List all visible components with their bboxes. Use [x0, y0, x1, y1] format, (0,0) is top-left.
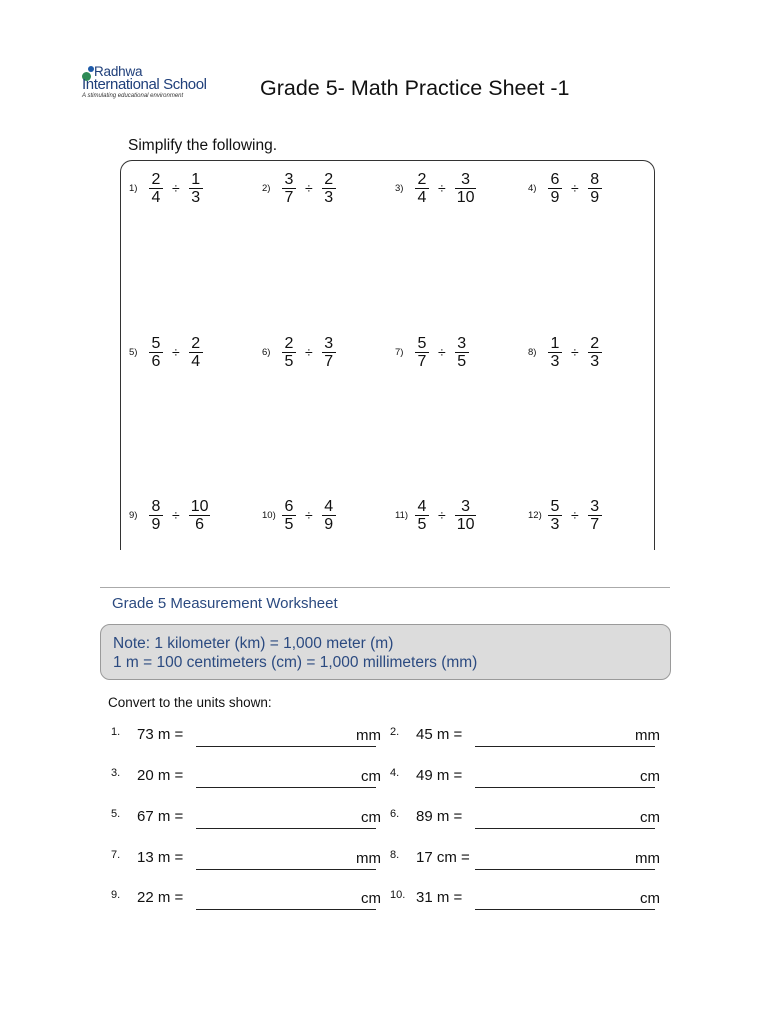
- target-unit: cm: [361, 809, 381, 826]
- problem-number: 6): [262, 346, 271, 358]
- divide-sign: ÷: [438, 507, 446, 523]
- problem-number: 11): [395, 509, 409, 521]
- numerator: 6: [284, 497, 294, 515]
- problem-item: [395, 168, 476, 208]
- divide-sign: ÷: [172, 344, 180, 360]
- fraction: [548, 498, 562, 533]
- target-unit: cm: [361, 890, 381, 907]
- fraction: [189, 498, 211, 533]
- numerator: 3: [284, 170, 294, 188]
- numerator: 3: [461, 170, 471, 188]
- logo-tagline: A stimulating educational environment: [82, 93, 184, 99]
- numerator: 4: [417, 497, 427, 515]
- divide-sign: ÷: [571, 344, 579, 360]
- numerator: 3: [461, 497, 471, 515]
- note-line-2: 1 m = 100 centimeters (cm) = 1,000 millimeters (mm): [113, 654, 478, 671]
- denominator: 10: [456, 188, 475, 206]
- conversion-number: 4.: [390, 767, 400, 779]
- problem-item: [129, 495, 210, 535]
- denominator: 9: [324, 515, 334, 533]
- denominator: 6: [151, 352, 161, 370]
- numerator: 3: [457, 334, 467, 352]
- conversion-item: [111, 767, 381, 789]
- problem-item: [129, 168, 203, 208]
- numerator: 1: [550, 334, 560, 352]
- denominator: 3: [590, 352, 600, 370]
- divide-sign: ÷: [172, 180, 180, 196]
- answer-blank[interactable]: [475, 746, 655, 747]
- logo-name-line1: Radhwa: [94, 64, 143, 79]
- target-unit: mm: [356, 727, 381, 744]
- problem-item: [528, 332, 602, 372]
- section-divider: [100, 587, 670, 588]
- numerator: 3: [324, 334, 334, 352]
- numerator: 2: [284, 334, 294, 352]
- problem-item: [262, 168, 336, 208]
- fraction: [282, 498, 296, 533]
- denominator: 7: [590, 515, 600, 533]
- answer-blank[interactable]: [196, 828, 376, 829]
- denominator: 9: [151, 515, 161, 533]
- target-unit: cm: [640, 890, 660, 907]
- problem-number: 9): [129, 509, 138, 521]
- fraction: [415, 498, 429, 533]
- divide-sign: ÷: [305, 344, 313, 360]
- target-unit: cm: [640, 768, 660, 785]
- problem-item: [528, 495, 602, 535]
- denominator: 9: [550, 188, 560, 206]
- denominator: 4: [191, 352, 201, 370]
- denominator: 3: [324, 188, 334, 206]
- conversion-question: 67 m =: [137, 808, 184, 825]
- divide-sign: ÷: [438, 180, 446, 196]
- answer-blank[interactable]: [196, 909, 376, 910]
- school-logo: [82, 64, 252, 104]
- denominator: 4: [151, 188, 161, 206]
- numerator: 8: [590, 170, 600, 188]
- note-line-1: Note: 1 kilometer (km) = 1,000 meter (m): [113, 635, 394, 652]
- fraction: [149, 498, 163, 533]
- conversion-number: 2.: [390, 726, 400, 738]
- numerator: 2: [191, 334, 201, 352]
- problem-number: 3): [395, 182, 404, 194]
- fraction: [588, 498, 602, 533]
- divide-sign: ÷: [571, 507, 579, 523]
- conversion-question: 13 m =: [137, 849, 184, 866]
- problem-item: [528, 168, 602, 208]
- answer-blank[interactable]: [196, 869, 376, 870]
- fraction: [415, 335, 429, 370]
- convert-instruction: Convert to the units shown:: [108, 695, 272, 710]
- target-unit: cm: [640, 809, 660, 826]
- fraction: [455, 171, 477, 206]
- answer-blank[interactable]: [475, 828, 655, 829]
- fraction: [548, 171, 562, 206]
- fraction: [149, 171, 163, 206]
- fraction: [149, 335, 163, 370]
- conversion-number: 10.: [390, 889, 406, 901]
- conversion-number: 6.: [390, 808, 400, 820]
- conversion-number: 5.: [111, 808, 121, 820]
- numerator: 6: [550, 170, 560, 188]
- numerator: 3: [590, 497, 600, 515]
- conversion-number: 3.: [111, 767, 121, 779]
- denominator: 10: [456, 515, 475, 533]
- divide-sign: ÷: [305, 180, 313, 196]
- fraction: [282, 171, 296, 206]
- fraction: [455, 498, 477, 533]
- logo-name-line2: International School: [82, 76, 207, 93]
- denominator: 6: [195, 515, 205, 533]
- conversion-question: 49 m =: [416, 767, 463, 784]
- problem-number: 7): [395, 346, 404, 358]
- denominator: 7: [324, 352, 334, 370]
- fraction: [189, 171, 203, 206]
- fraction: [189, 335, 203, 370]
- divide-sign: ÷: [438, 344, 446, 360]
- numerator: 5: [151, 334, 161, 352]
- denominator: 7: [417, 352, 427, 370]
- answer-blank[interactable]: [475, 869, 655, 870]
- problem-item: [262, 495, 336, 535]
- problem-number: 4): [528, 182, 537, 194]
- conversion-number: 7.: [111, 849, 121, 861]
- page-title: Grade 5- Math Practice Sheet -1: [260, 76, 570, 100]
- conversion-number: 9.: [111, 889, 121, 901]
- conversion-number: 1.: [111, 726, 121, 738]
- problem-item: [129, 332, 203, 372]
- denominator: 4: [417, 188, 427, 206]
- measurement-title: Grade 5 Measurement Worksheet: [112, 595, 338, 612]
- target-unit: cm: [361, 768, 381, 785]
- fraction: [415, 171, 429, 206]
- divide-sign: ÷: [172, 507, 180, 523]
- conversion-item: [390, 808, 660, 830]
- denominator: 3: [550, 352, 560, 370]
- denominator: 5: [284, 515, 294, 533]
- denominator: 5: [284, 352, 294, 370]
- simplify-instruction: Simplify the following.: [128, 137, 278, 154]
- numerator: 1: [191, 170, 201, 188]
- problem-number: 10): [262, 509, 276, 521]
- conversion-question: 73 m =: [137, 726, 184, 743]
- problem-number: 8): [528, 346, 537, 358]
- conversion-question: 22 m =: [137, 889, 184, 906]
- denominator: 5: [417, 515, 427, 533]
- problem-number: 2): [262, 182, 271, 194]
- divide-sign: ÷: [305, 507, 313, 523]
- denominator: 9: [590, 188, 600, 206]
- conversion-number: 8.: [390, 849, 400, 861]
- fraction: [322, 335, 336, 370]
- conversion-item: [390, 726, 660, 748]
- denominator: 3: [550, 515, 560, 533]
- conversion-question: 17 cm =: [416, 849, 470, 866]
- target-unit: mm: [635, 850, 660, 867]
- conversion-item: [111, 726, 381, 748]
- problem-number: 12): [528, 509, 542, 521]
- conversion-item: [390, 849, 660, 871]
- problem-item: [262, 332, 336, 372]
- fraction: [282, 335, 296, 370]
- target-unit: mm: [635, 727, 660, 744]
- problem-item: [395, 332, 469, 372]
- denominator: 3: [191, 188, 201, 206]
- target-unit: mm: [356, 850, 381, 867]
- conversion-item: [111, 889, 381, 911]
- conversion-item: [111, 808, 381, 830]
- conversion-item: [111, 849, 381, 871]
- conversion-item: [390, 889, 660, 911]
- answer-blank[interactable]: [475, 787, 655, 788]
- fraction: [548, 335, 562, 370]
- divide-sign: ÷: [571, 180, 579, 196]
- answer-blank[interactable]: [475, 909, 655, 910]
- numerator: 8: [151, 497, 161, 515]
- denominator: 7: [284, 188, 294, 206]
- fraction: [322, 171, 336, 206]
- note-box: [100, 624, 671, 680]
- answer-blank[interactable]: [196, 787, 376, 788]
- fraction: [588, 171, 602, 206]
- numerator: 4: [324, 497, 334, 515]
- fraction: [455, 335, 469, 370]
- problem-item: [395, 495, 476, 535]
- fraction: [322, 498, 336, 533]
- problem-number: 1): [129, 182, 138, 194]
- numerator: 2: [151, 170, 161, 188]
- conversion-question: 31 m =: [416, 889, 463, 906]
- numerator: 5: [417, 334, 427, 352]
- numerator: 2: [590, 334, 600, 352]
- numerator: 5: [550, 497, 560, 515]
- numerator: 2: [417, 170, 427, 188]
- numerator: 10: [190, 497, 209, 515]
- denominator: 5: [457, 352, 467, 370]
- conversion-question: 89 m =: [416, 808, 463, 825]
- answer-blank[interactable]: [196, 746, 376, 747]
- conversion-question: 20 m =: [137, 767, 184, 784]
- conversion-question: 45 m =: [416, 726, 463, 743]
- problem-number: 5): [129, 346, 138, 358]
- numerator: 2: [324, 170, 334, 188]
- conversion-item: [390, 767, 660, 789]
- fraction: [588, 335, 602, 370]
